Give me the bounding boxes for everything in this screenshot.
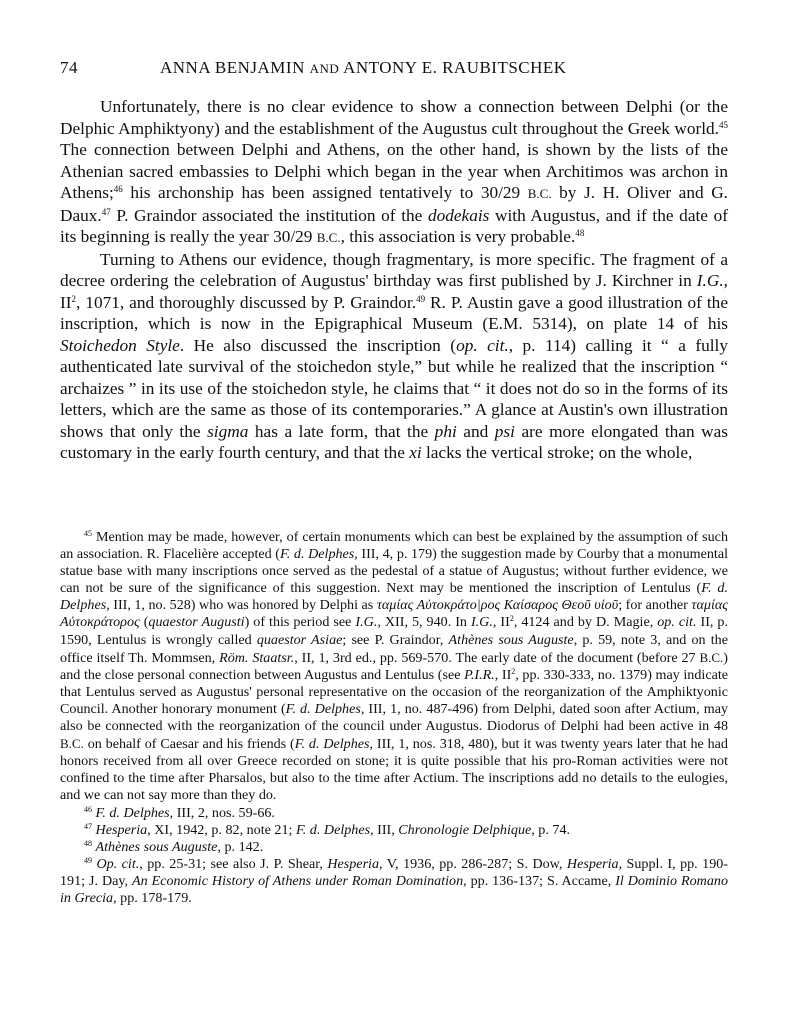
running-head: [160, 58, 567, 78]
footnote-47: $^{47}$ Hesperia, XI, 1942, p. 82, note 21; F. d. Delphes, III, Chronologie Delphique, p. 74.: [84, 821, 571, 838]
footnote-ref-45: 45: [719, 119, 728, 130]
footnote-45: $^{45}$ Mention may be made, however, of certain monuments which can best be explained by the assumption of such an association. R. Flacelière accepted (F. d. Delphes, III, 4, p. 179) the suggestion made by Courby that a monumental statue base with many inscriptions once served as the pedestal of a statue of Augustus; without further evidence, we can not be sure of the significance of this suggestion. Next may be mentioned the inscription of Lentulus (F. d. Delphes, III, 1, no. 528) who was honored by Delphi as ταμίας Αὐτοκράτο|ρος Καίσαρος Θεοῦ υἱοῦ; for another ταμίας Αὐτοκράτορος (quaestor Augusti) of this period see I.G., XII, 5, 940. In I.G., $II^2$, 4124 and by D. Magie, op. cit. II, p. 1590, Lentulus is wrongly called quaestor Asiae; see P. Graindor, Athènes sous Auguste, p. 59, note 3, and on the office itself Th. Mommsen, Röm. Staatsr., II, 1, 3rd ed., pp. 569-570. The early date of the document (before 27 B.C.) and the close personal connection between Augustus and Lentulus (see P.I.R., $II^2$, pp. 330-333, no. 1379) may indicate that Lentulus served as Augustus' personal representative on the occasion of the reorganization of the Amphiktyonic Council. Another honorary monument (F. d. Delphes, III, 1, no. 487-496) from Delphi, dated soon after Actium, may also be connected with the reorganization of the council under Augustus. Diodorus of Delphi had been active in 48 B.C. on behalf of Caesar and his friends (F. d. Delphes, III, 1, nos. 318, 480), but it was twenty years later that he had honors received from all over Greece recorded on stone; it is quite possible that his pro-Roman activities were not confined to the time after Pharsalos, but also to the time after Actium. The inscriptions add no details to the eulogies, and we can not say more than they do.: [60, 529, 728, 804]
footnote-ref-46: 46: [113, 184, 123, 194]
greek-phrase: ταμίας Αὐτοκράτο|ρος Καίσαρος Θεοῦ υἱοῦ: [376, 597, 619, 614]
footnote-49: $^{49}$ Op. cit., pp. 25-31; see also J. P. Shear, Hesperia, V, 1936, pp. 286-287; S. Dow, Hesperia, Suppl. I, pp. 190-191; J. Day, An Economic History of Athens under Roman Domination, pp. 136-137; S. Accame, Il Dominio Romano in Grecia, pp. 178-179.: [60, 855, 728, 906]
conjunction: AND: [309, 61, 340, 76]
footnote-ref-49: 49: [416, 293, 426, 304]
footnotes: [60, 529, 728, 907]
page-number: 74: [60, 58, 78, 77]
paragraph-2: Turning to Athens our evidence, though fragmentary, is more specific. The fragment of a decree ordering the celebration of Augustus' birthday was first published by J. Kirchner in I.G., $II^2$, 1071, and thoroughly discussed by P. Graindor.$^{49}$ R. P. Austin gave a good illustration of the inscription, which is now in the Epigraphical Museum (E.M. 5314), on plate 14 of his Stoichedon Style. He also discussed the inscription (op. cit., p. 114) calling it “ a fully authenticated late survival of the stoichedon style,” but while he realized that the inscription “ archaizes ” in its use of the stoichedon style, he claims that “ it does not do so in the forms of its letters, which are the same as those of its contemporaries.” A glance at Austin's own illustration shows that only the sigma has a late form, that the phi and psi are more elongated than was customary in the early fourth century, and that the xi lacks the vertical stroke; on the whole,: [60, 249, 728, 462]
footnote-ref-48: 48: [575, 228, 585, 238]
author-1: ANNA BENJAMIN: [160, 58, 305, 77]
author-2: ANTONY E. RAUBITSCHEK: [343, 58, 567, 77]
body-text: [60, 96, 728, 464]
greek-phrase: ταμίας Αὐτοκράτορος: [60, 597, 728, 631]
footnote-ref-47: 47: [101, 206, 111, 217]
footnote-48: $^{48}$ Athènes sous Auguste, p. 142.: [84, 838, 264, 855]
page-header: [60, 58, 728, 80]
paragraph-1: Unfortunately, there is no clear evidence to show a connection between Delphi (or the Delphic Amphiktyony) and the establishment of the Augustus cult throughout the Greek world.$^{45}$ The connection between Delphi and Athens, on the other hand, is shown by the lists of the Athenian sacred embassies to Delphi which began in the year when Architimos was archon in Athens;$^{46}$ his archonship has been assigned tentatively to 30/29 B.C. by J. H. Oliver and G. Daux.$^{47}$ P. Graindor associated the institution of the dodekais with Augustus, and if the date of its beginning is really the year 30/29 B.C., this association is very probable.$^{48}$: [60, 97, 728, 246]
footnote-46: $^{46}$ F. d. Delphes, III, 2, nos. 59-66.: [84, 804, 275, 821]
